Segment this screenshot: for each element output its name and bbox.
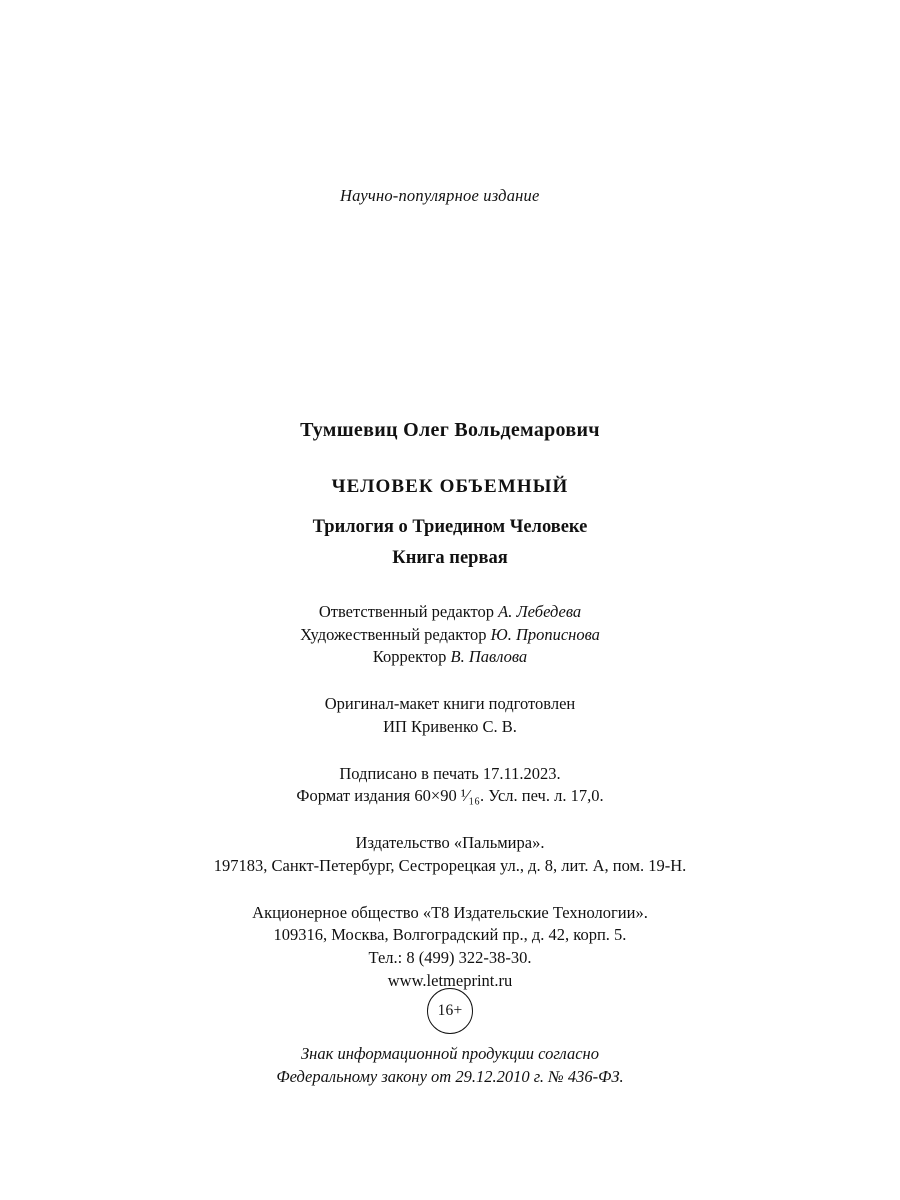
credits-block [0,601,900,669]
author-name: Тумшевиц Олег Вольдемарович [300,419,600,441]
printer-name-line: Акционерное общество «Т8 Издательские Технологии». [252,902,648,922]
layout-credit-block [0,693,900,739]
printer-phone-line: Тел.: 8 (499) 322-38-30. [368,948,532,968]
layout-line: ИП Кривенко С. В. [383,716,517,736]
credit-line-editor [0,601,900,624]
credit-role: Художественный редактор [300,624,491,644]
legal-note-block [0,1042,900,1089]
legal-note-line: Федеральному закону от 29.12.2010 г. № 436-ФЗ. [276,1067,624,1087]
book-number: Книга первая [392,547,508,568]
print-info-block [0,763,900,809]
credit-role: Корректор [372,647,451,667]
colophon-center-block [0,418,900,993]
age-rating-wrap [0,988,900,1034]
publisher-address-line: 197183, Санкт-Петербург, Сестрорецкая ул., д. 8, лит. А, пом. 19-Н. [213,855,687,875]
printer-address-line: 109316, Москва, Волгоградский пр., д. 42, корп. 5. [273,925,627,945]
credit-name: В. Павлова [450,647,528,667]
printer-block [0,902,900,993]
printer-website-line: www.letmeprint.ru [387,970,513,990]
credit-name: А. Лебедева [498,601,582,621]
book-subtitle: Трилогия о Триедином Человеке [312,516,588,537]
print-info-line: Подписано в печать 17.11.2023. [339,763,561,783]
legal-note-line: Знак информационной продукции согласно [301,1044,599,1063]
age-rating-badge: 16+ [427,988,473,1034]
credit-name: Ю. Прописнова [490,624,600,644]
credit-role: Ответственный редактор [318,601,499,621]
publisher-line: Издательство «Пальмира». [355,833,545,853]
publisher-block [0,832,900,878]
print-info-line: Формат издания 60×90 ¹⁄₁₆. Усл. печ. л. 17,0. [296,786,604,806]
edition-type-line: Научно-популярное издание [340,186,540,205]
book-title: ЧЕЛОВЕК ОБЪЕМНЫЙ [331,476,569,497]
credit-line-art-editor [0,624,900,647]
credit-line-proofreader [0,646,900,669]
layout-line: Оригинал-макет книги подготовлен [324,694,576,714]
